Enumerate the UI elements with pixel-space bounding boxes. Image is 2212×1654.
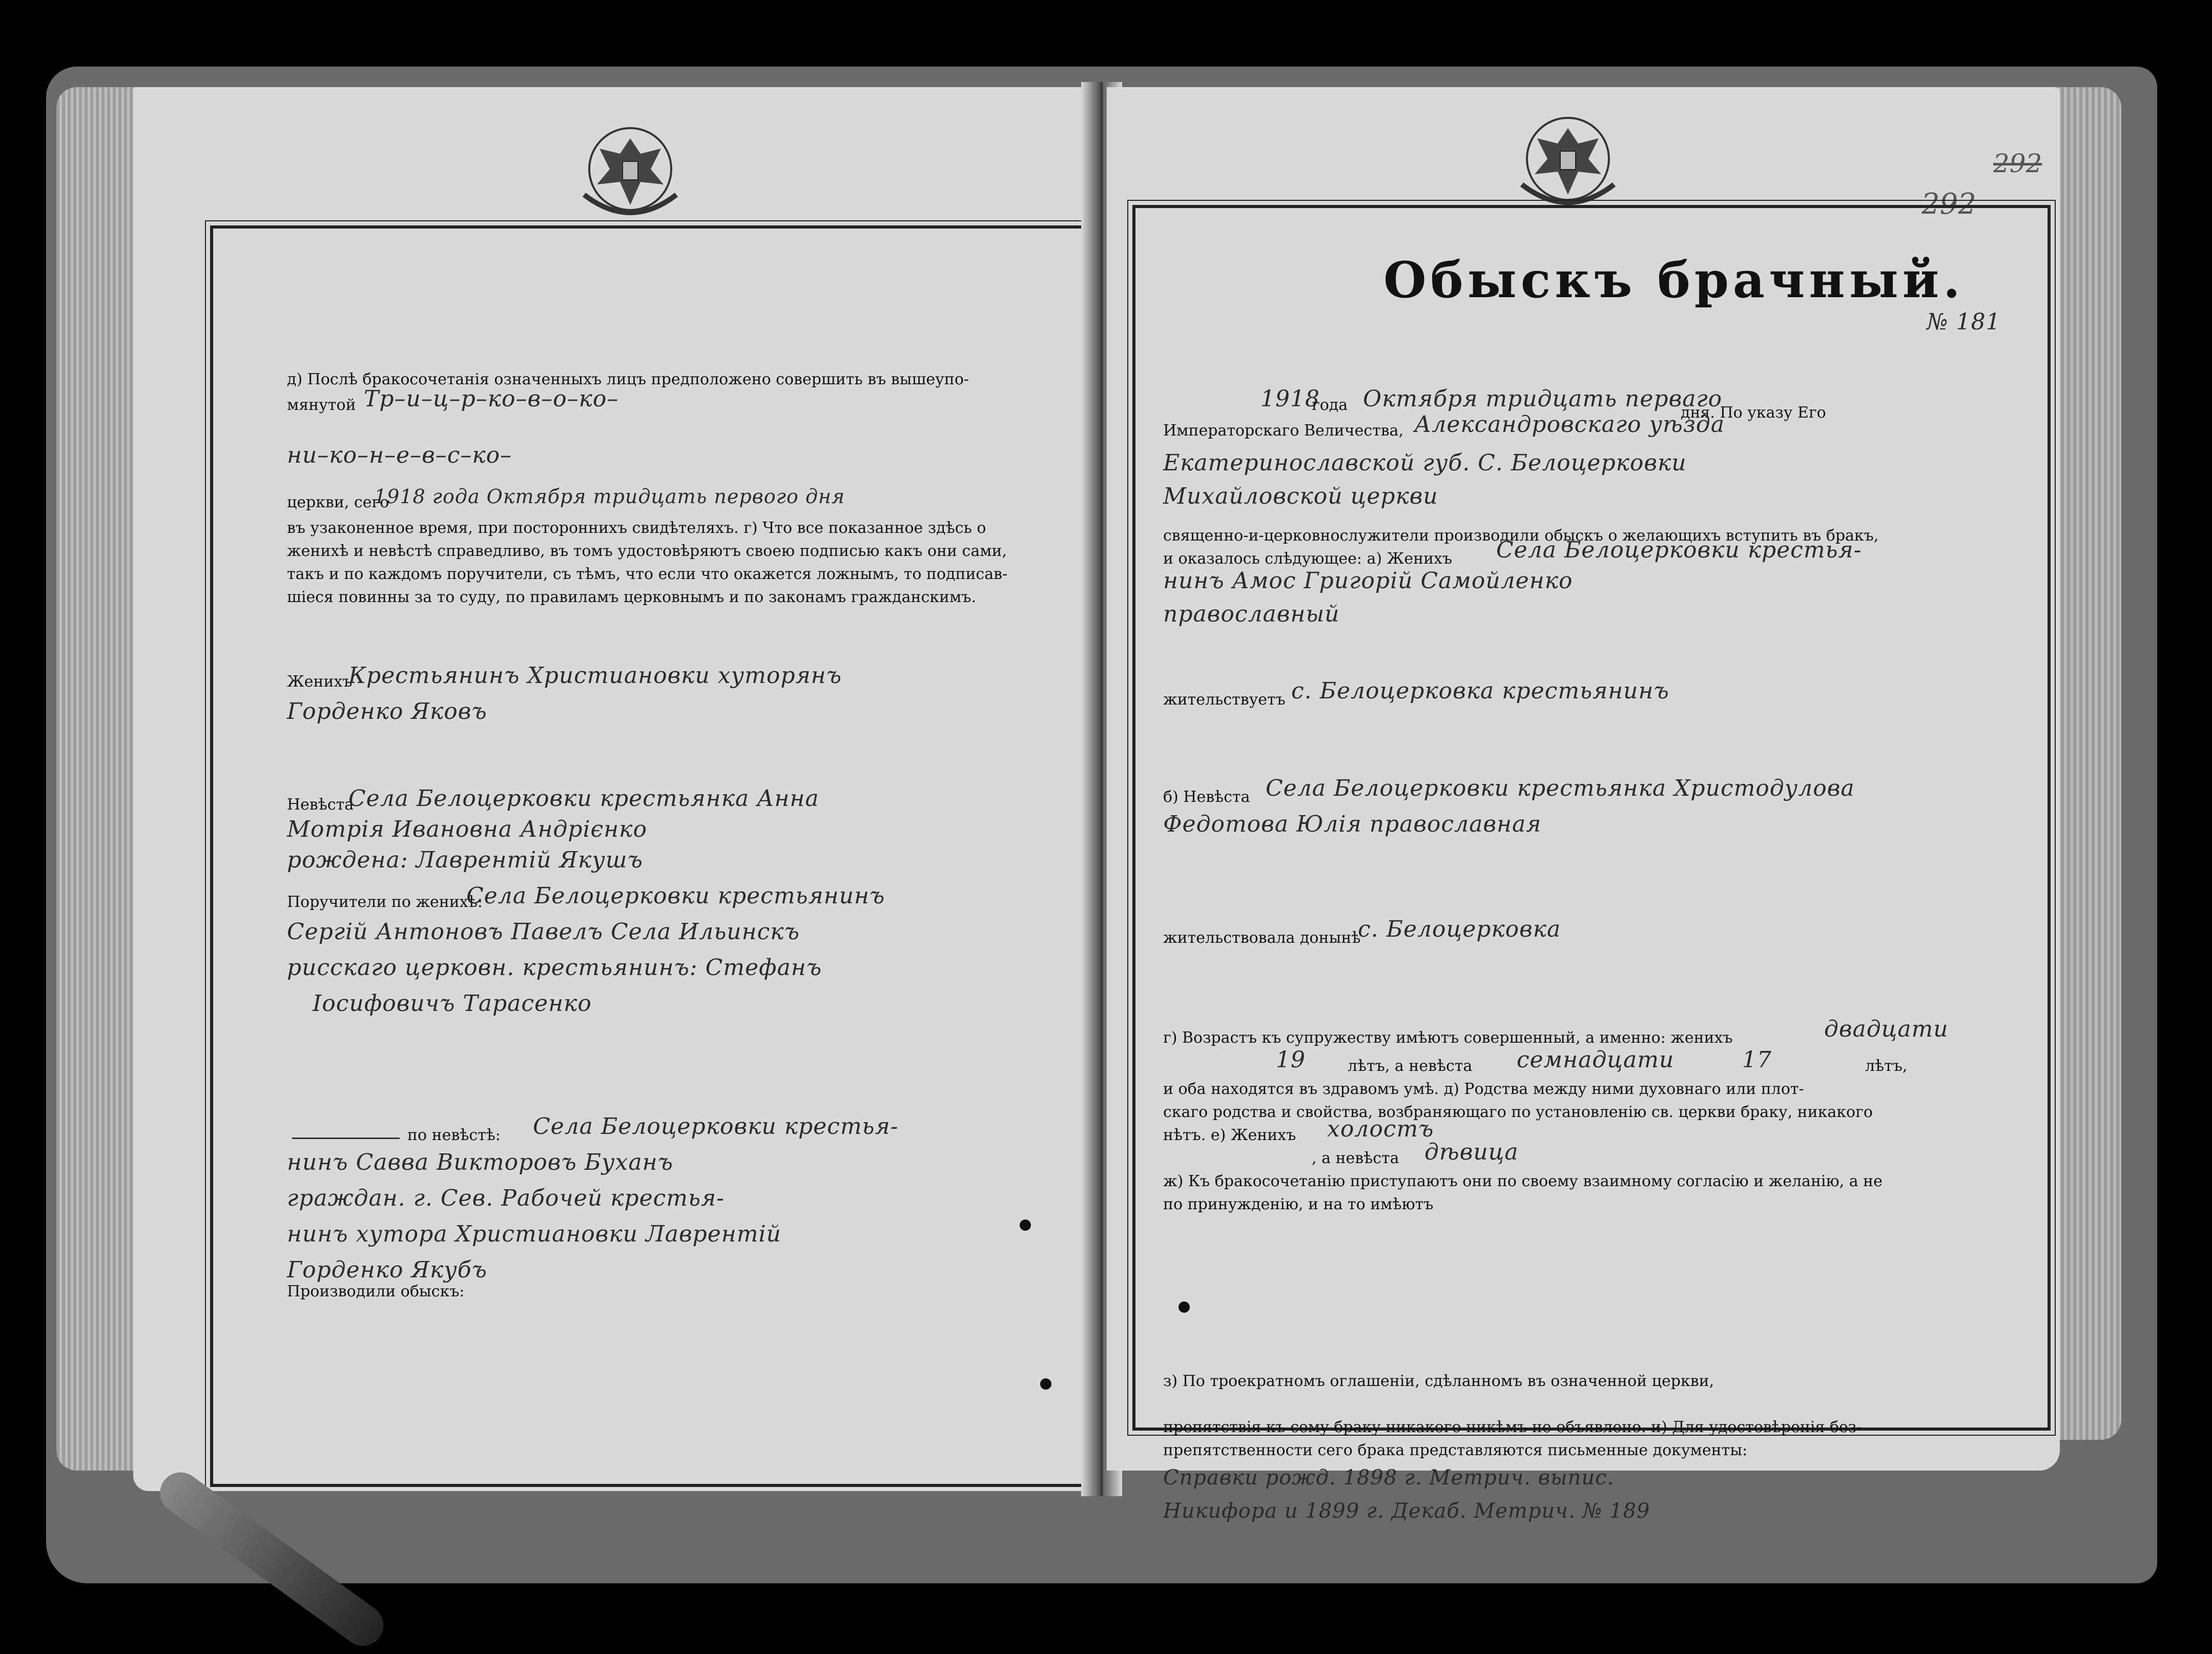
- bride-details-line-1: Села Белоцерковки крестьянка Христодулова: [1266, 775, 1855, 801]
- clergy-line: священно-и-церковнослужители производили обыскъ о желающихъ вступить въ бракъ,: [1163, 527, 1879, 545]
- guarantors-bride-label: по невѣстѣ:: [407, 1126, 501, 1144]
- guarantors-bride-line-5: Горденко Якубъ: [287, 1257, 487, 1283]
- signature-blank-line: [292, 1138, 400, 1139]
- imperial-eagle-emblem-icon: [574, 118, 687, 231]
- guarantors-groom-line-2: Сергій Антоновъ Павелъ Села Ильинскъ: [287, 919, 800, 945]
- groom-age-words: двадцати: [1824, 1016, 1949, 1042]
- none-line: нѣтъ. е) Женихъ: [1163, 1126, 1296, 1144]
- day-word: дня. По указу Его: [1681, 404, 1826, 422]
- imperial-eagle-emblem-icon: [1512, 108, 1624, 220]
- wedding-date-handwritten: 1918 года Октября тридцать первого дня: [374, 485, 845, 508]
- paragraph-v-line-5: женихѣ и невѣстѣ справедливо, въ томъ удостовѣряютъ своею подписью какъ они сами,: [287, 542, 1007, 560]
- age-line-2-end: лѣтъ,: [1865, 1057, 1908, 1075]
- page-number-struck: 292: [1993, 149, 2042, 178]
- impediments-line-1: препятствія къ сему браку никакого никѣмъ не объявлено. и) Для удостовѣренія без-: [1163, 1418, 1862, 1436]
- record-date-handwritten: Октября тридцать перваго: [1363, 386, 1723, 412]
- documents-handwritten-line-2: Никифора и 1899 г. Декаб. Метрич. № 189: [1163, 1499, 1650, 1523]
- kinship-line: скаго родства и свойства, возбраняющаго по установленію св. церкви браку, никакого: [1163, 1103, 1873, 1121]
- majesty-line: Императорскаго Величества,: [1163, 422, 1404, 440]
- bride-label: Невѣста: [287, 796, 354, 814]
- record-year-handwritten: 1918: [1260, 386, 1320, 412]
- performed-by-label: Производили обыскъ:: [287, 1283, 465, 1300]
- binding-hole: [1040, 1378, 1051, 1390]
- left-page: [133, 87, 1097, 1491]
- binding-hole: [1179, 1301, 1190, 1313]
- age-line-2: лѣтъ, а невѣста: [1348, 1057, 1473, 1075]
- bride-status-handwritten: дѣвица: [1424, 1139, 1519, 1165]
- guarantors-groom-line-1: Села Белоцерковки крестьянинъ: [466, 883, 885, 909]
- groom-details-line-3: православный: [1163, 601, 1340, 627]
- groom-signature-line-1: Крестьянинъ Христиановки хуторянъ: [348, 663, 842, 689]
- year-word: года: [1312, 396, 1348, 414]
- bride-label: б) Невѣста: [1163, 788, 1250, 806]
- residence-label: жительствуетъ: [1163, 691, 1286, 709]
- guarantors-bride-line-4: нинъ хутора Христиановки Лаврентій: [287, 1221, 781, 1247]
- residence-handwritten: с. Белоцерковка крестьянинъ: [1291, 678, 1669, 704]
- consent-line-1: ж) Къ бракосочетанію приступаютъ они по своему взаимному согласію и желанію, а не: [1163, 1172, 1883, 1190]
- paragraph-v-line-2: мянутой: [287, 396, 356, 414]
- diocese-handwritten: Екатеринославской губ. С. Белоцерковки: [1163, 450, 1687, 476]
- groom-signature-line-2: Горденко Яковъ: [287, 698, 487, 725]
- bride-residence-handwritten: с. Белоцерковка: [1358, 916, 1561, 942]
- paragraph-v-line-1: д) Послѣ бракосочетанія означенныхъ лицъ предположено совершить въ вышеупо-: [287, 370, 969, 388]
- and-bride-label: , а невѣста: [1312, 1149, 1399, 1167]
- banns-line: з) По троекратномъ оглашеніи, сдѣланномъ въ означенной церкви,: [1163, 1372, 1714, 1390]
- groom-label: Женихъ: [287, 673, 353, 691]
- bride-details-line-2: Федотова Юлія православная: [1163, 811, 1542, 837]
- church-name-handwritten: Тр–и–ц–р–ко–в–о–ко–: [364, 386, 619, 412]
- paragraph-v-line-6: такъ и по каждомъ поручители, съ тѣмъ, что если что окажется ложнымъ, то подписав-: [287, 565, 1008, 583]
- impediments-line-2: препятственности сего брака представляются письменные документы:: [1163, 1441, 1748, 1459]
- groom-details-line-2: нинъ Амос Григорій Самойленко: [1163, 568, 1573, 594]
- church-handwritten: Михайловской церкви: [1163, 483, 1438, 509]
- bride-age-number: 17: [1742, 1047, 1772, 1073]
- paragraph-v-line-4: въ узаконенное время, при постороннихъ свидѣтеляхъ. г) Что все показанное здѣсь о: [287, 519, 986, 537]
- bride-signature-line-2: Мотрія Ивановна Андрієнко: [287, 816, 647, 842]
- record-number: № 181: [1927, 309, 2001, 335]
- groom-age-number: 19: [1276, 1047, 1306, 1073]
- paragraph-v-line-3: церкви, сего: [287, 493, 389, 511]
- right-page: [1107, 87, 2060, 1471]
- bride-signature-line-3: рождена: Лаврентій Якушъ: [287, 847, 643, 873]
- guarantors-groom-line-3: рисскаго церковн. крестьянинъ: Стефанъ: [287, 955, 822, 981]
- paragraph-v-line-7: шіеся повинны за то суду, по правиламъ церковнымъ и по законамъ гражданскимъ.: [287, 588, 977, 606]
- documents-handwritten-line-1: Справки рожд. 1898 г. Метрич. выпис.: [1163, 1466, 1615, 1490]
- age-line-1: г) Возрастъ къ супружеству имѣютъ совершенный, а именно: женихъ: [1163, 1029, 1733, 1047]
- groom-status-handwritten: холостъ: [1327, 1116, 1434, 1142]
- guarantors-bride-line-3: граждан. г. Сев. Рабочей крестья-: [287, 1185, 725, 1211]
- bride-signature-line-1: Села Белоцерковки крестьянка Анна: [348, 785, 819, 812]
- bride-age-words: семнадцати: [1517, 1047, 1674, 1073]
- page-number: 292: [1921, 188, 1976, 221]
- document-title: Обыскъ брачный.: [1383, 251, 1965, 309]
- district-handwritten: Александровскаго уѣзда: [1414, 411, 1725, 438]
- guarantors-groom-label: Поручители по женихѣ:: [287, 893, 483, 911]
- bride-residence-label: жительствовала донынѣ: [1163, 929, 1361, 947]
- church-name-continued-handwritten: ни–ко–н–е–в–с–ко–: [287, 442, 512, 468]
- guarantors-bride-line-2: нинъ Савва Викторовъ Буханъ: [287, 1149, 673, 1175]
- consent-line-2: по принужденію, и на то имѣютъ: [1163, 1195, 1434, 1213]
- health-line: и оба находятся въ здравомъ умѣ. д) Родства между ними духовнаго или плот-: [1163, 1080, 1804, 1098]
- binding-hole: [1020, 1219, 1031, 1231]
- groom-details-line-1: Села Белоцерковки крестья-: [1496, 537, 1862, 563]
- guarantors-groom-line-4: Іосифовичъ Тарасенко: [313, 990, 592, 1017]
- found-line: и оказалось слѣдующее: а) Женихъ: [1163, 550, 1453, 568]
- guarantors-bride-line-1: Села Белоцерковки крестья-: [533, 1113, 899, 1140]
